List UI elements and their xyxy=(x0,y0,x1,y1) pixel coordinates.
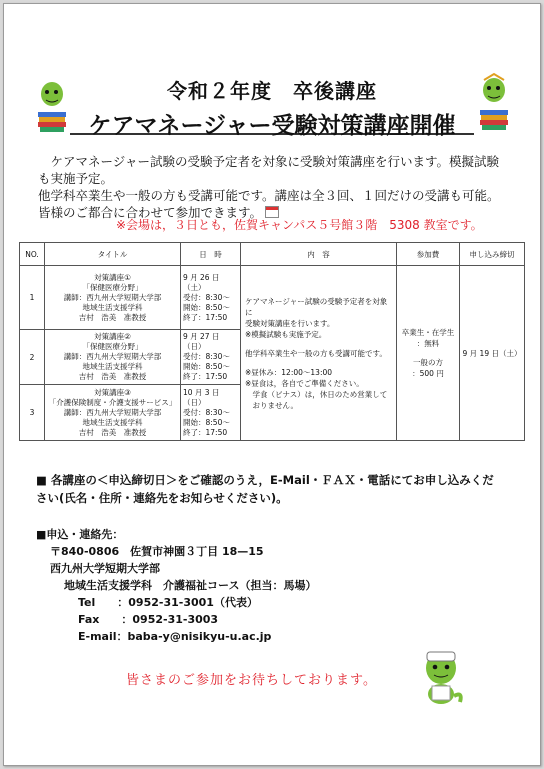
date-line: 受付：8:30～ xyxy=(183,352,230,361)
title-line: 「介護保険制度・介護支援サービス」 xyxy=(48,397,177,407)
row-no: 3 xyxy=(20,385,45,441)
page-title-line2: ケアマネージャー受験対策講座開催 xyxy=(70,107,474,135)
date-line: 9 月 26 日（土） xyxy=(183,272,220,292)
title-line: 講師：西九州大学短期大学部 xyxy=(63,352,162,361)
date-line: 9 月 27 日（日） xyxy=(183,332,220,351)
contact-block xyxy=(36,526,316,645)
fee-spacer xyxy=(399,349,457,357)
row-no: 1 xyxy=(20,266,45,330)
table-header-row xyxy=(20,243,525,266)
title-line: 吉村 浩美 准教授 xyxy=(78,372,147,381)
fee-cell xyxy=(397,266,460,441)
header-title: タイトル xyxy=(45,243,181,266)
row-datetime xyxy=(181,385,241,441)
table-row xyxy=(20,266,525,330)
content-spacer xyxy=(245,340,394,348)
application-notice: ■ 各講座の＜申込締切日＞をご確認のうえ，E-Mail・ＦＡＸ・電話にてお申し込みください(氏名・住所・連絡先をお知らせください)。 xyxy=(36,473,494,505)
date-line: 終了：17:50 xyxy=(183,312,228,322)
date-line: 開始：8:50～ xyxy=(183,302,230,312)
contact-school: 西九州大学短期大学部 xyxy=(50,562,160,575)
title-line: 地域生活支援学科 xyxy=(82,362,143,371)
contact-dept: 地域生活支援学科 介護福祉コース（担当：馬場） xyxy=(64,579,317,592)
content-line: ケアマネージャー試験の受験予定者を対象に xyxy=(245,296,388,317)
title-line: 吉村 浩美 准教授 xyxy=(78,312,147,322)
content-cell xyxy=(241,266,397,441)
header-no: NO. xyxy=(20,243,45,266)
fee-line: 一般の方 xyxy=(413,358,443,367)
title-line: 対策講座③ xyxy=(94,387,131,397)
row-no: 2 xyxy=(20,330,45,385)
header-fee: 参加費 xyxy=(397,243,460,266)
deadline-cell: 9 月 19 日（土） xyxy=(460,266,525,441)
title-line: 講師：西九州大学短期大学部 xyxy=(63,292,162,302)
title-line: 「保健医療分野」 xyxy=(82,282,143,292)
venue-note: ※会場は，３日とも，佐賀キャンパス５号館３階 5308 教室です。 xyxy=(116,218,483,232)
contact-heading: ■申込・連絡先： xyxy=(36,528,124,541)
row-datetime xyxy=(181,330,241,385)
title-line: 吉村 浩美 准教授 xyxy=(78,427,147,437)
date-line: 開始：8:50～ xyxy=(183,362,230,371)
content-line: 他学科卒業生や一般の方も受講可能です。 xyxy=(245,348,387,358)
content-spacer xyxy=(245,359,394,367)
page-title-line1: 令和２年度 卒後講座 xyxy=(167,79,377,103)
title-line: 地域生活支援学科 xyxy=(82,302,143,312)
date-line: 終了：17:50 xyxy=(183,427,228,437)
row-datetime xyxy=(181,266,241,330)
content-line: ※昼休み：12:00～13:00 xyxy=(245,367,333,377)
content-line: ※模擬試験も実施予定。 xyxy=(245,329,327,339)
date-line: 開始：8:50～ xyxy=(183,417,230,427)
fee-line: ：500 円 xyxy=(412,369,444,378)
closing-message: 皆さまのご参加をお待ちしております。 xyxy=(126,673,377,688)
header-datetime: 日 時 xyxy=(181,243,241,266)
document-page xyxy=(3,3,541,766)
date-line: 終了：17:50 xyxy=(183,372,228,381)
title-line: 地域生活支援学科 xyxy=(82,417,143,427)
content-line: 受験対策講座を行います。 xyxy=(245,318,335,328)
mascot-bottom-icon xyxy=(416,646,466,706)
fee-line: ：無料 xyxy=(416,339,440,348)
contact-postal: 〒840-0806 佐賀市神園３丁目 18—15 xyxy=(50,545,264,558)
intro-text xyxy=(38,153,508,221)
date-line: 10 月 3 日（日） xyxy=(183,387,220,407)
header-deadline: 申し込み締切 xyxy=(460,243,525,266)
title-line: 対策講座① xyxy=(94,272,131,282)
date-line: 受付：8:30～ xyxy=(183,407,230,417)
contact-fax: Fax ：0952-31-3003 xyxy=(78,613,219,626)
contact-tel: Tel ：0952-31-3001（代表） xyxy=(78,596,258,609)
title-line: 「保健医療分野」 xyxy=(82,342,143,351)
title-line: 講師：西九州大学短期大学部 xyxy=(63,407,162,417)
contact-email[interactable]: E-mail：baba-y@nisikyu-u.ac.jp xyxy=(78,630,272,643)
intro-paragraph-2: 他学科卒業生や一般の方も受講可能です。講座は全３回、１回だけの受講も可能。皆様のご都合に合わせて参加できます。 xyxy=(38,188,500,220)
row-title xyxy=(45,266,181,330)
schedule-table xyxy=(19,242,525,441)
fee-line: 卒業生・在学生 xyxy=(401,328,455,337)
content-line: 学食（ビナス）は，休日のため営業して xyxy=(245,389,388,399)
content-line: ※昼食は，各自でご準備ください。 xyxy=(245,378,364,388)
title-line: 対策講座② xyxy=(94,332,131,341)
date-line: 受付：8:30～ xyxy=(183,292,230,302)
header-content: 内 容 xyxy=(241,243,397,266)
intro-paragraph-1: ケアマネージャー試験の受験予定者を対象に受験対策講座を行います。模擬試験も実施予定。 xyxy=(38,154,500,186)
content-line: おりません。 xyxy=(245,400,298,410)
row-title xyxy=(45,330,181,385)
row-title xyxy=(45,385,181,441)
